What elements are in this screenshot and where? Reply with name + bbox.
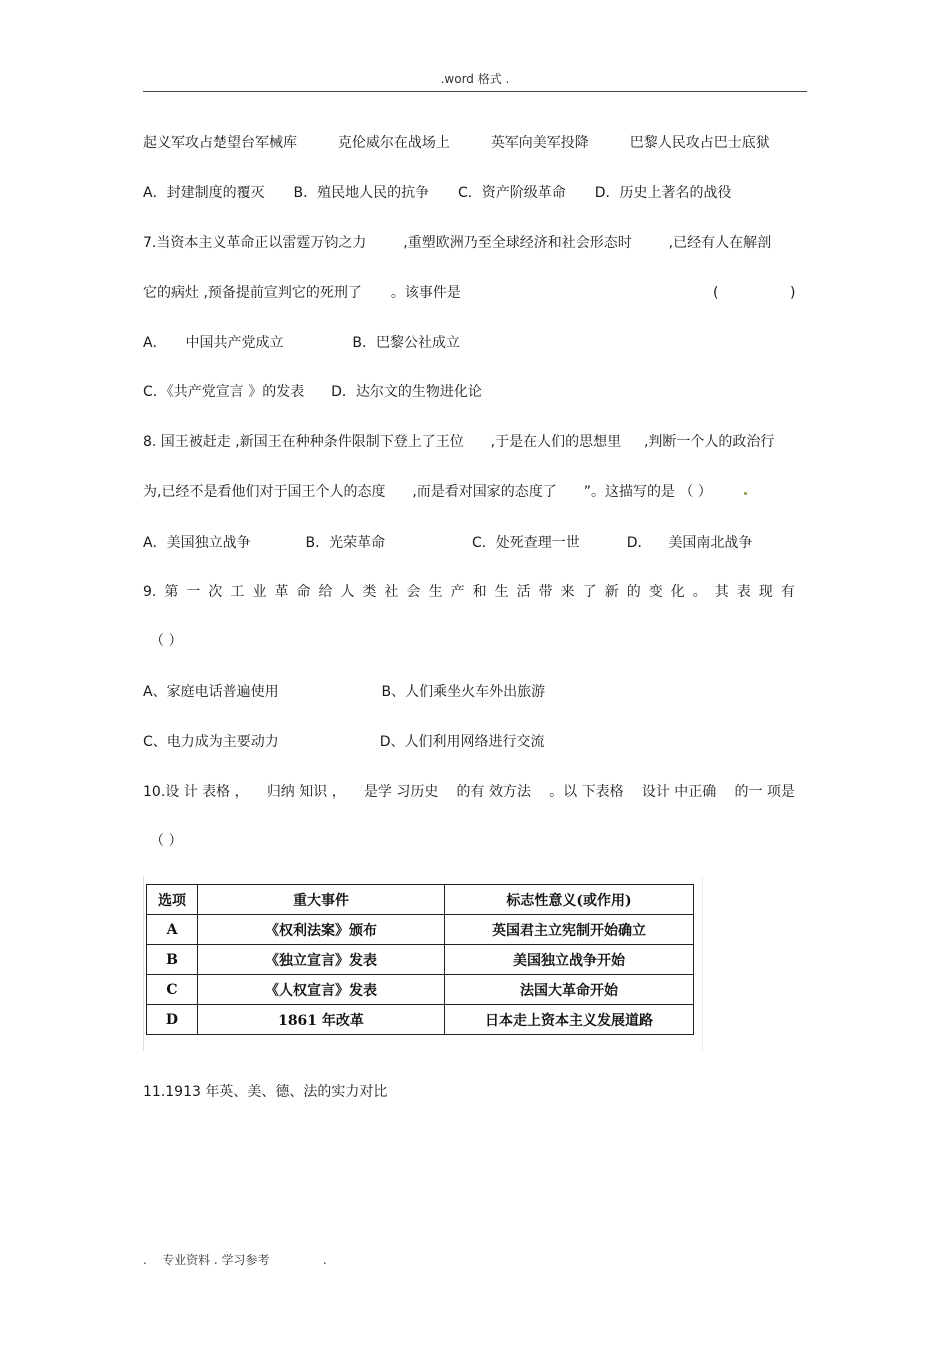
- q10-part: 。以 下表格: [549, 784, 624, 800]
- table-header-cell: 选项: [147, 885, 198, 915]
- q9-char: 命: [296, 584, 311, 600]
- q7-options-row1: [143, 331, 460, 355]
- q8-part4: 为,已经不是看他们对于国王个人的态度: [143, 484, 386, 500]
- table-cell: 《权利法案》颁布: [198, 915, 445, 945]
- table-row: [147, 915, 694, 945]
- q9-text-line1: [143, 580, 795, 604]
- q9-char: 带: [538, 584, 553, 600]
- table-row: [147, 945, 694, 975]
- q9-char: 第: [164, 584, 179, 600]
- table-cell: A: [147, 915, 198, 945]
- header-rule: [143, 91, 807, 92]
- q9-option-b: B、人们乘坐火车外出旅游: [381, 684, 546, 700]
- q8-part5: ,而是看对国家的态度了: [412, 484, 557, 500]
- table-cell: B: [147, 945, 198, 975]
- q9-char: 新: [604, 584, 619, 600]
- q9-answer-bracket: （ ）: [150, 633, 183, 649]
- q9-char: 工: [230, 584, 245, 600]
- table-cell: 《人权宣言》发表: [198, 975, 445, 1005]
- caption-2: 克伦威尔在战场上: [337, 135, 450, 151]
- q7-answer-open: (: [713, 285, 719, 301]
- q10-part: 设计 中正确: [641, 784, 717, 800]
- table-cell: 日本走上资本主义发展道路: [445, 1005, 694, 1035]
- q9-char: 生: [428, 584, 443, 600]
- q8-part1: 8. 国王被赶走 ,新国王在种种条件限制下登上了王位: [143, 434, 464, 450]
- q7-option-a-label: A．: [143, 335, 167, 351]
- q9-char: 给: [318, 584, 333, 600]
- q9-char: 革: [274, 584, 289, 600]
- q9-char: 生: [494, 584, 509, 600]
- table-header-cell: 重大事件: [198, 885, 445, 915]
- q9-char: 其: [714, 584, 729, 600]
- q9-option-a: A、家庭电话普遍使用: [143, 684, 279, 700]
- option-captions-line: [143, 131, 770, 155]
- q10-answer-bracket: （ ）: [150, 833, 183, 849]
- q10-text-line1: [143, 780, 795, 804]
- q7-options-row2: [143, 380, 482, 404]
- q8-option-c: C．处死查理一世: [472, 535, 580, 551]
- q11-text: 11.1913 年英、美、德、法的实力对比: [143, 1084, 388, 1100]
- table-cell: D: [147, 1005, 198, 1035]
- q8-part2: ,于是在人们的思想里: [490, 434, 622, 450]
- q9-char: 次: [208, 584, 223, 600]
- table-cell: 《独立宣言》发表: [198, 945, 445, 975]
- q9-char: 了: [582, 584, 597, 600]
- q7-option-b: B．巴黎公社成立: [352, 335, 460, 351]
- q9-char: 9.: [143, 584, 157, 600]
- q8-text-line1: [143, 430, 774, 454]
- q9-options-row2: [143, 730, 544, 754]
- q7-text-line1: [143, 231, 771, 255]
- table-cell: C: [147, 975, 198, 1005]
- q7-part4: 它的病灶 ,预备提前宣判它的死刑了: [143, 285, 362, 301]
- table-header-row: [147, 885, 694, 915]
- events-table: [146, 884, 694, 1035]
- table-cell: 法国大革命开始: [445, 975, 694, 1005]
- option-a: A．封建制度的覆灭: [143, 185, 265, 201]
- scan-dot: [744, 492, 747, 495]
- q9-char: 变: [648, 584, 663, 600]
- q9-char: 来: [560, 584, 575, 600]
- q9-char: 现: [758, 584, 773, 600]
- q9-char: 社: [384, 584, 399, 600]
- q9-char: 。: [692, 584, 707, 600]
- q10-part: 是学 习历史: [363, 784, 439, 800]
- q9-char: 的: [626, 584, 641, 600]
- q8-part6: ”。这描写的是 （ ）: [583, 484, 712, 500]
- q8-option-b: B．光荣革命: [305, 535, 386, 551]
- q10-part: 归纳 知识 ，: [266, 784, 346, 800]
- q7-option-d: D．达尔文的生物进化论: [331, 384, 482, 400]
- q9-char: 表: [736, 584, 751, 600]
- q9-char: 化: [670, 584, 685, 600]
- q9-option-d: D、人们利用网络进行交流: [379, 734, 545, 750]
- q9-char: 类: [362, 584, 377, 600]
- q7-part5: 。该事件是: [390, 285, 461, 301]
- table-cell: 1861 年改革: [198, 1005, 445, 1035]
- table-header-cell: 标志性意义(或作用): [445, 885, 694, 915]
- option-b: B．殖民地人民的抗争: [293, 185, 430, 201]
- caption-4: 巴黎人民攻占巴士底狱: [629, 135, 770, 151]
- q9-char: 活: [516, 584, 531, 600]
- page-header-title: .word 格式 .: [440, 72, 510, 86]
- q10-part: 10.设 计 表格 ，: [143, 784, 249, 800]
- q10-part: 的一 项是: [734, 784, 795, 800]
- q10-part: 的有 效方法: [456, 784, 531, 800]
- q8-text-line2: [143, 480, 712, 504]
- table-row: [147, 1005, 694, 1035]
- q9-char: 一: [186, 584, 201, 600]
- q9-char: 和: [472, 584, 487, 600]
- q7-answer-close: ): [790, 285, 796, 301]
- option-c: C．资产阶级革命: [458, 185, 566, 201]
- table-row: [147, 975, 694, 1005]
- q9-options-row1: [143, 680, 545, 704]
- page-footer: . 专业资料 . 学习参考 .: [143, 1253, 327, 1267]
- q9-option-c: C、电力成为主要动力: [143, 734, 279, 750]
- q9-char: 业: [252, 584, 267, 600]
- q7-part3: ,已经有人在解剖: [668, 235, 772, 251]
- q9-char: 人: [340, 584, 355, 600]
- table-cell: 美国独立战争开始: [445, 945, 694, 975]
- q6-options: [143, 181, 731, 205]
- q8-options: [143, 531, 752, 555]
- caption-3: 英军向美军投降: [490, 135, 589, 151]
- q7-text-line2: [143, 281, 461, 305]
- q8-option-d: 美国南北战争: [668, 535, 753, 551]
- q8-option-d-label: D．: [626, 535, 652, 551]
- q9-char: 有: [780, 584, 795, 600]
- q8-option-a: A．美国独立战争: [143, 535, 251, 551]
- q7-part1: 7.当资本主义革命正以雷霆万钧之力: [143, 235, 367, 251]
- q7-part2: ,重塑欧洲乃至全球经济和社会形态时: [403, 235, 632, 251]
- table-cell: 英国君主立宪制开始确立: [445, 915, 694, 945]
- q8-part3: ,判断一个人的政治行: [643, 434, 775, 450]
- caption-1: 起义军攻占楚望台军械库: [143, 135, 297, 151]
- q7-option-c: C．《共产党宣言 》的发表: [143, 384, 305, 400]
- q9-char: 会: [406, 584, 421, 600]
- q9-char: 产: [450, 584, 465, 600]
- option-d: D．历史上著名的战役: [594, 185, 732, 201]
- q7-option-a: 中国共产党成立: [185, 335, 284, 351]
